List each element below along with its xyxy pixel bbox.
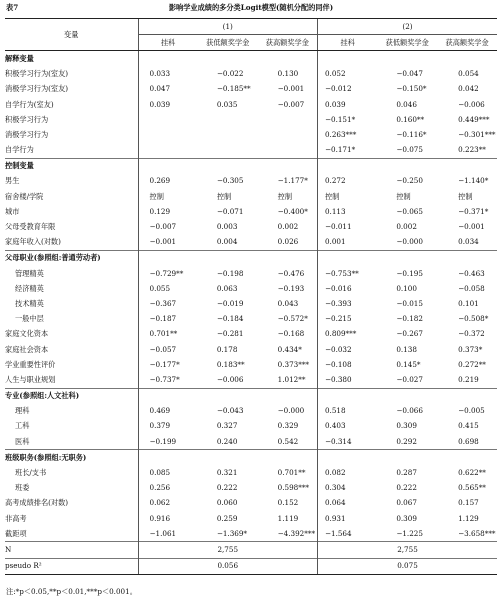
cell-value: 0.327 [216, 421, 238, 431]
r2-model-2: 0.075 [317, 558, 497, 574]
cell-value: 0.469 [138, 404, 198, 419]
cell-value: 0.272 [317, 174, 377, 189]
cell-value [377, 450, 437, 466]
cell-value: 0.931 [317, 511, 377, 526]
cell-value: −0.012 [317, 82, 377, 97]
column-header: 获低额奖学金 [198, 35, 258, 51]
cell-value: −1.369* [216, 528, 248, 538]
cell-value [437, 51, 497, 67]
row-label: 一般中层 [15, 314, 44, 324]
cell-value: −1.061 [138, 526, 198, 542]
cell-value [138, 143, 198, 159]
row-label: 父母受教育年限 [5, 222, 56, 232]
row-label: 技术精英 [15, 298, 44, 308]
cell-value: −0.195 [396, 268, 423, 278]
cell-value [198, 388, 258, 404]
cell-value: 0.329 [277, 421, 299, 431]
cell-value: 控制 [216, 191, 232, 201]
column-header: 挂科 [317, 35, 377, 51]
cell-value: −0.508* [458, 314, 489, 324]
cell-value: 0.809*** [317, 327, 377, 342]
row-label: 班级职务(参照组:无职务) [5, 450, 138, 466]
cell-value: −0.737* [138, 372, 198, 388]
cell-value [258, 450, 318, 466]
cell-value: 0.113 [317, 204, 377, 219]
row-label: 自学行为(室友) [5, 99, 54, 109]
row-label: pseudo R² [5, 558, 138, 574]
table-row [5, 419, 497, 434]
cell-value: −0.393 [317, 296, 377, 311]
cell-value: 0.067 [396, 498, 417, 508]
cell-value: −0.006 [216, 374, 244, 384]
table-row [5, 312, 497, 327]
table-row [5, 82, 497, 97]
table-row [5, 204, 497, 219]
cell-value: −0.019 [216, 298, 244, 308]
cell-value: 0.222 [216, 483, 238, 493]
cell-value: 0.622** [458, 468, 486, 478]
section-row [5, 250, 497, 266]
cell-value: 0.434* [277, 344, 302, 354]
row-label: 父母职业(参照组:普通劳动者) [5, 250, 138, 266]
cell-value [258, 158, 318, 174]
cell-value: −0.108 [317, 357, 377, 372]
cell-value [437, 250, 497, 266]
cell-value: 0.047 [138, 82, 198, 97]
cell-value: −0.168 [277, 329, 305, 339]
row-label: 宿舍楼/学院 [5, 191, 44, 201]
cell-value: 0.292 [396, 436, 417, 446]
cell-value: 0.701** [277, 468, 306, 478]
cell-value: −0.022 [216, 69, 244, 79]
cell-value: 0.052 [317, 67, 377, 82]
cell-value: −0.011 [317, 219, 377, 234]
cell-value: 0.373*** [277, 359, 310, 369]
cell-value [198, 143, 258, 159]
cell-value: −0.367 [138, 296, 198, 311]
row-label: 家庭社会资本 [5, 344, 49, 354]
row-label: 人生与职业规划 [5, 374, 56, 384]
cell-value [198, 250, 258, 266]
cell-value: −4.392*** [277, 528, 316, 538]
cell-value: −0.027 [396, 374, 423, 384]
cell-value: 0.698 [458, 436, 479, 446]
cell-value: 0.002 [396, 222, 417, 232]
cell-value: 0.004 [216, 237, 238, 247]
row-label: 自学行为 [5, 145, 34, 155]
cell-value [198, 51, 258, 67]
cell-value [138, 51, 198, 67]
table-row [5, 526, 497, 542]
cell-value [317, 388, 377, 404]
cell-value [138, 450, 198, 466]
cell-value: −0.371* [458, 206, 489, 216]
cell-value: −0.116* [396, 129, 427, 139]
cell-value: −0.000 [396, 237, 423, 247]
cell-value: 0.219 [458, 374, 479, 384]
section-row [5, 51, 497, 67]
row-label: 家庭年收入(对数) [5, 237, 61, 247]
row-label: 截距项 [5, 528, 27, 538]
cell-value: −3.658*** [458, 528, 496, 538]
cell-value: −0.032 [317, 342, 377, 357]
cell-value: −0.015 [396, 298, 423, 308]
cell-value: 0.309 [396, 513, 417, 523]
row-label: 解释变量 [5, 53, 34, 63]
cell-value: 0.034 [458, 237, 479, 247]
cell-value: 控制 [277, 191, 293, 201]
row-label: 控制变量 [5, 158, 138, 174]
cell-value: 0.157 [458, 498, 479, 508]
n-model-1: 2,755 [138, 542, 317, 558]
table-row [5, 357, 497, 372]
cell-value: 0.565** [458, 483, 486, 493]
table-row [5, 327, 497, 342]
cell-value: 0.263*** [317, 127, 377, 142]
row-label: 消极学习行为(室友) [5, 84, 69, 94]
column-header: 挂科 [138, 35, 198, 51]
table-row [5, 112, 497, 127]
cell-value [437, 388, 497, 404]
cell-value: 0.379 [138, 419, 198, 434]
section-row [5, 450, 497, 466]
cell-value: 0.183** [216, 359, 245, 369]
table-title: 影响学业成绩的多分类Logit模型(随机分配的同伴) [168, 3, 334, 12]
row-label: 家庭文化资本 [5, 329, 49, 339]
cell-value: 0.321 [216, 468, 238, 478]
cell-value: 0.043 [277, 298, 299, 308]
table-row-n [5, 542, 497, 558]
cell-value: −0.729** [138, 266, 198, 281]
cell-value [258, 388, 318, 404]
cell-value: 0.518 [317, 404, 377, 419]
cell-value: 0.145* [396, 359, 421, 369]
cell-value: −0.151* [317, 112, 377, 127]
row-label: 理科 [15, 406, 30, 416]
cell-value: 0.039 [138, 97, 198, 112]
cell-value: 0.240 [216, 436, 238, 446]
cell-value: −0.001 [138, 235, 198, 251]
cell-value: 0.001 [317, 235, 377, 251]
cell-value: 0.046 [396, 99, 417, 109]
cell-value [258, 127, 318, 142]
cell-value: 0.064 [317, 496, 377, 511]
table-row [5, 189, 497, 204]
table-row [5, 143, 497, 159]
row-label: 积极学习行为 [5, 114, 49, 124]
row-label: 学业重要性评价 [5, 359, 56, 369]
cell-value: −0.185** [216, 84, 251, 94]
cell-value: −0.380 [317, 372, 377, 388]
cell-value: 0.403 [317, 419, 377, 434]
table-row [5, 511, 497, 526]
table-row [5, 481, 497, 496]
cell-value: −0.463 [458, 268, 485, 278]
cell-value: 0.129 [138, 204, 198, 219]
cell-value [317, 158, 377, 174]
cell-value [377, 250, 437, 266]
row-label: 工科 [15, 421, 30, 431]
cell-value [377, 158, 437, 174]
cell-value: −0.198 [216, 268, 244, 278]
cell-value [198, 450, 258, 466]
cell-value: 控制 [458, 191, 473, 201]
cell-value: 控制 [138, 189, 198, 204]
table-row [5, 219, 497, 234]
column-header: 获高额奖学金 [437, 35, 497, 51]
cell-value [258, 143, 318, 159]
cell-value: 0.130 [277, 69, 299, 79]
variable-header: 变量 [5, 19, 138, 51]
cell-value: 0.055 [138, 281, 198, 296]
cell-value: −0.171* [317, 143, 377, 159]
cell-value: −0.007 [138, 219, 198, 234]
cell-value [138, 388, 198, 404]
row-label: 班委 [15, 483, 30, 493]
cell-value [198, 158, 258, 174]
cell-value: −1.140* [458, 176, 489, 186]
cell-value: 0.309 [396, 421, 417, 431]
cell-value: −0.305 [216, 176, 244, 186]
cell-value: −0.184 [216, 314, 244, 324]
cell-value: 0.272** [458, 359, 486, 369]
table-row [5, 67, 497, 82]
cell-value [317, 450, 377, 466]
row-label: 管理精英 [15, 268, 44, 278]
cell-value: 控制 [396, 191, 411, 201]
table-row [5, 266, 497, 281]
cell-value: 0.039 [317, 97, 377, 112]
header-row-groups [5, 19, 497, 35]
cell-value: −0.007 [277, 99, 305, 109]
cell-value: −0.001 [277, 84, 305, 94]
cell-value [317, 250, 377, 266]
cell-value [437, 450, 497, 466]
cell-value: 0.003 [216, 222, 238, 232]
cell-value: −0.066 [396, 406, 423, 416]
cell-value: −0.193 [277, 283, 305, 293]
cell-value: 0.042 [458, 84, 479, 94]
cell-value: 0.542 [277, 436, 299, 446]
cell-value: 1.119 [277, 513, 299, 523]
table-row [5, 342, 497, 357]
cell-value: 1.129 [458, 513, 479, 523]
table-number: 表7 [6, 3, 19, 12]
cell-value: 0.916 [138, 511, 198, 526]
regression-table [5, 18, 497, 575]
column-header: 获高额奖学金 [258, 35, 318, 51]
cell-value [138, 250, 198, 266]
column-header: 获低额奖学金 [377, 35, 437, 51]
table-row [5, 296, 497, 311]
cell-value [138, 127, 198, 142]
table-row [5, 127, 497, 142]
cell-value: −0.281 [216, 329, 244, 339]
cell-value: −1.177* [277, 176, 308, 186]
cell-value: 0.256 [138, 481, 198, 496]
cell-value: 1.012** [277, 374, 306, 384]
row-label: 积极学习行为(室友) [5, 69, 69, 79]
cell-value: 0.598*** [277, 483, 310, 493]
row-label: 消极学习行为 [5, 129, 49, 139]
cell-value: 0.304 [317, 481, 377, 496]
cell-value: 0.101 [458, 298, 479, 308]
cell-value: 0.026 [277, 237, 299, 247]
cell-value [138, 158, 198, 174]
cell-value: −0.177* [138, 357, 198, 372]
r2-model-1: 0.056 [138, 558, 317, 574]
row-label: 专业(参照组:人文社科) [5, 388, 138, 404]
cell-value: 0.033 [138, 67, 198, 82]
cell-value: 0.223** [458, 145, 486, 155]
row-label: 城市 [5, 206, 20, 216]
cell-value: −0.400* [277, 206, 308, 216]
cell-value: −0.006 [458, 99, 485, 109]
cell-value [258, 51, 318, 67]
cell-value: −0.753** [317, 266, 377, 281]
model-2-header: (2) [317, 19, 497, 35]
cell-value: 0.100 [396, 283, 417, 293]
cell-value: 0.082 [317, 465, 377, 480]
table-row [5, 434, 497, 450]
cell-value: 0.062 [138, 496, 198, 511]
cell-value: −0.215 [317, 312, 377, 327]
cell-value [258, 112, 318, 127]
cell-value: 0.160** [396, 114, 425, 124]
cell-value: 0.178 [216, 344, 238, 354]
cell-value: 0.287 [396, 468, 417, 478]
cell-value: −0.000 [277, 406, 305, 416]
table-note: 注:*p＜0.05,**p＜0.01,***p＜0.001。 [6, 587, 137, 596]
row-label: 非高考 [5, 513, 27, 523]
cell-value: −0.001 [458, 222, 485, 232]
cell-value: −1.225 [396, 528, 423, 538]
section-row [5, 388, 497, 404]
cell-value: 控制 [317, 189, 377, 204]
table-row-r2 [5, 558, 497, 574]
section-row [5, 158, 497, 174]
cell-value: −0.016 [317, 281, 377, 296]
cell-value: 0.373* [458, 344, 483, 354]
cell-value: 0.415 [458, 421, 479, 431]
cell-value: −0.372 [458, 329, 485, 339]
cell-value: −0.065 [396, 206, 423, 216]
cell-value: 0.060 [216, 498, 238, 508]
cell-value: 0.054 [458, 69, 479, 79]
cell-value: −0.075 [396, 145, 423, 155]
cell-value: 0.222 [396, 483, 417, 493]
row-label: 医科 [15, 436, 30, 446]
row-label: 班长/支书 [15, 468, 47, 478]
cell-value [377, 51, 437, 67]
n-model-2: 2,755 [317, 542, 497, 558]
cell-value: 0.138 [396, 344, 417, 354]
row-label: N [5, 542, 138, 558]
table-row [5, 404, 497, 419]
table-row [5, 496, 497, 511]
table-row [5, 281, 497, 296]
cell-value [437, 158, 497, 174]
table-row [5, 235, 497, 251]
cell-value: −0.043 [216, 406, 244, 416]
cell-value [317, 51, 377, 67]
table-body [5, 51, 497, 542]
cell-value: −0.005 [458, 406, 485, 416]
cell-value: −0.058 [458, 283, 485, 293]
cell-value [198, 112, 258, 127]
cell-value: −0.047 [396, 69, 423, 79]
cell-value: −0.476 [277, 268, 305, 278]
cell-value: −0.150* [396, 84, 427, 94]
cell-value: 0.701** [138, 327, 198, 342]
cell-value: −0.301*** [458, 129, 496, 139]
model-1-header: (1) [138, 19, 317, 35]
cell-value: −0.071 [216, 206, 244, 216]
cell-value [377, 388, 437, 404]
cell-value: 0.035 [216, 99, 238, 109]
cell-value: 0.085 [138, 465, 198, 480]
cell-value: 0.063 [216, 283, 238, 293]
row-label: 经济精英 [15, 283, 44, 293]
cell-value [198, 127, 258, 142]
cell-value: −0.250 [396, 176, 423, 186]
cell-value [138, 112, 198, 127]
table-caption [6, 3, 496, 15]
cell-value: 0.152 [277, 498, 299, 508]
cell-value: 0.002 [277, 222, 299, 232]
row-label: 男生 [5, 176, 20, 186]
cell-value [258, 250, 318, 266]
cell-value: 0.449*** [458, 114, 490, 124]
cell-value: −0.187 [138, 312, 198, 327]
cell-value: −0.314 [317, 434, 377, 450]
cell-value: −0.182 [396, 314, 423, 324]
cell-value: −0.267 [396, 329, 423, 339]
table-row [5, 372, 497, 388]
table-row [5, 97, 497, 112]
table-row [5, 174, 497, 189]
row-label: 高考成绩排名(对数) [5, 498, 69, 508]
cell-value: 0.259 [216, 513, 238, 523]
table-row [5, 465, 497, 480]
cell-value: 0.269 [138, 174, 198, 189]
cell-value: −0.199 [138, 434, 198, 450]
cell-value: −0.057 [138, 342, 198, 357]
cell-value: −0.572* [277, 314, 308, 324]
cell-value: −1.564 [317, 526, 377, 542]
